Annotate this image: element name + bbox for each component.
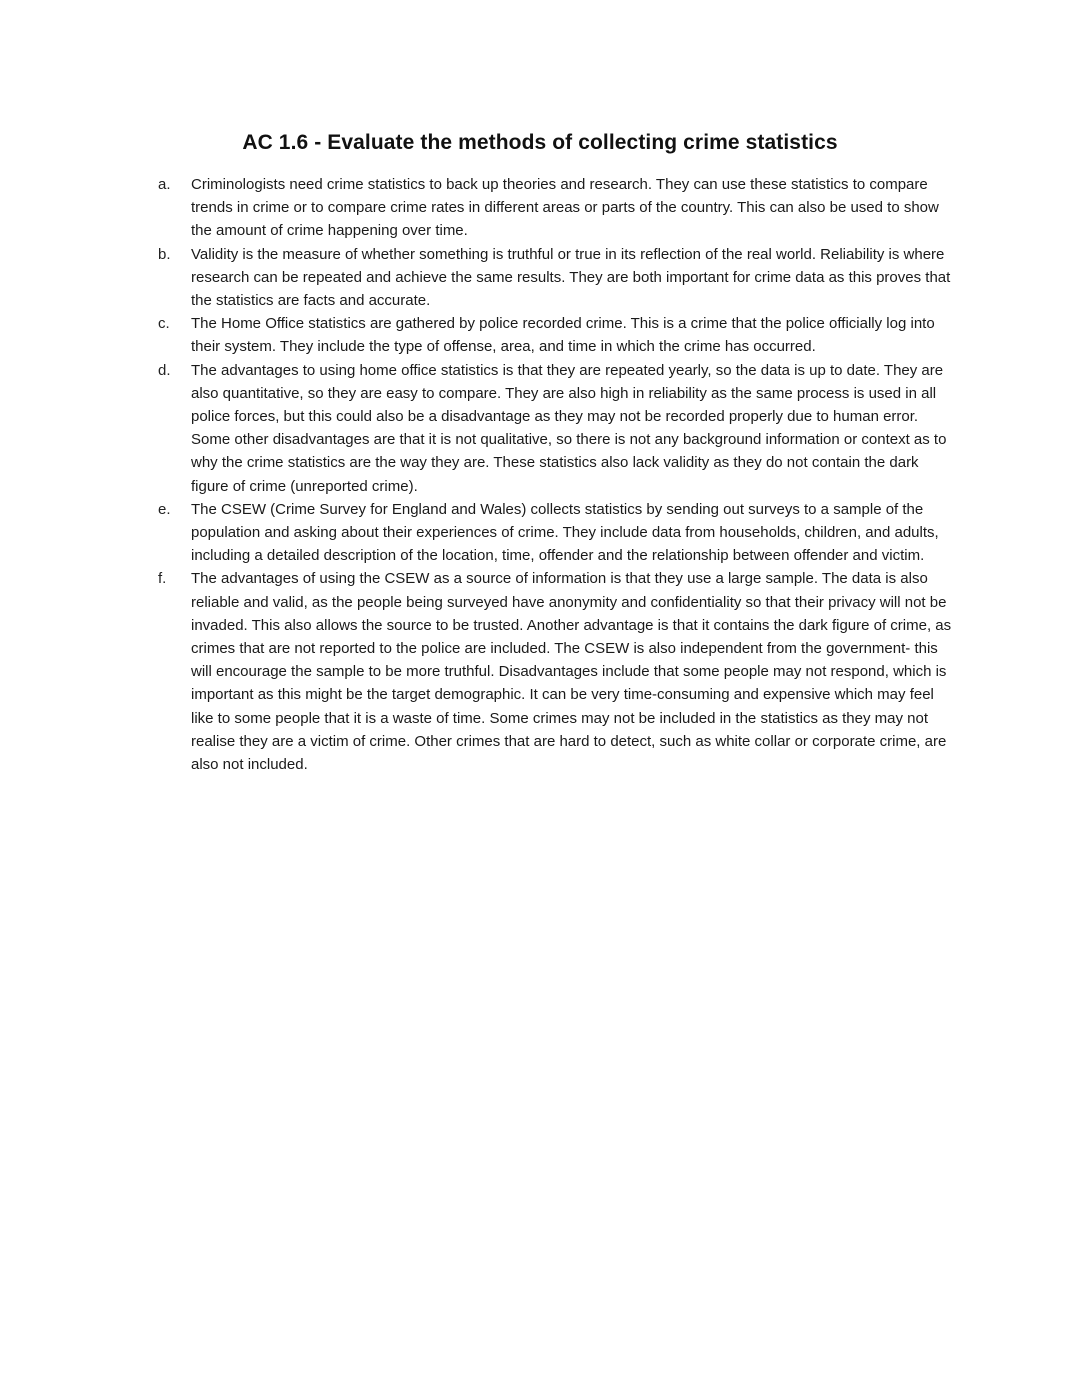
list-item-text: The advantages of using the CSEW as a source of information is that they use a large sample. The data is also reliable and valid, as the people being surveyed have anonymity and confidentiality so that their privacy will not be invaded. This also allows the source to be trusted. Another advantage is that it contains the dark figure of crime, as crimes that are not reported to the police are included. The CSEW is also independent from the government- this will encourage the sample to be more truthful. Disadvantages include that some people may not respond, which is important as this might be the target demographic. It can be very time-consuming and expensive which may feel like to some people that it is a waste of time. Some crimes may not be included in the statistics as they may not realise they are a victim of crime. Other crimes that are hard to detect, such as white collar or corporate crime, are also not included. xyxy=(191,570,952,774)
list-item-text: Validity is the measure of whether something is truthful or true in its reflection of the real world. Reliability is where research can be repeated and achieve the same results. They are both important for crime data as this proves that the statistics are facts and accurate. xyxy=(191,245,951,310)
list-item-text: Criminologists need crime statistics to back up theories and research. They can use these statistics to compare trends in crime or to compare crime rates in different areas or parts of the country. This can also be used to show the amount of crime happening over time. xyxy=(191,176,939,240)
list-marker: b. xyxy=(158,245,171,263)
list-item xyxy=(158,567,958,776)
list-item-text: The CSEW (Crime Survey for England and Wales) collects statistics by sending out surveys to a sample of the population and asking about their experiences of crime. They include data from households, children, and adults, including a detailed description of the location, time, offender and the relationship between offender and victim. xyxy=(191,500,939,565)
list-marker: d. xyxy=(158,361,171,379)
list-item-text: The Home Office statistics are gathered by police recorded crime. This is a crime that the police officially log into their system. They include the type of offense, area, and time in which the crime has occurred. xyxy=(191,315,935,356)
list-item xyxy=(158,243,958,313)
list-marker: c. xyxy=(158,315,170,333)
list-item xyxy=(158,173,958,243)
list-item-text: The advantages to using home office statistics is that they are repeated yearly, so the data is up to date. They are also quantitative, so they are easy to compare. They are also high in reliability as the same process is used in all police forces, but this could also be a disadvantage as they may not be recorded properly due to human error. Some other disadvantages are that it is not qualitative, so there is not any background information or context as to why the crime statistics are the way they are. These statistics also lack validity as they do not contain the dark figure of crime (unreported crime). xyxy=(191,361,947,495)
page-title: AC 1.6 - Evaluate the methods of collecting crime statistics xyxy=(242,131,838,154)
list-marker: e. xyxy=(158,500,171,518)
answer-list xyxy=(158,173,958,776)
list-item xyxy=(158,359,958,498)
list-marker: f. xyxy=(158,570,167,588)
list-marker: a. xyxy=(158,176,171,193)
list-item xyxy=(158,312,958,358)
list-item xyxy=(158,498,958,568)
